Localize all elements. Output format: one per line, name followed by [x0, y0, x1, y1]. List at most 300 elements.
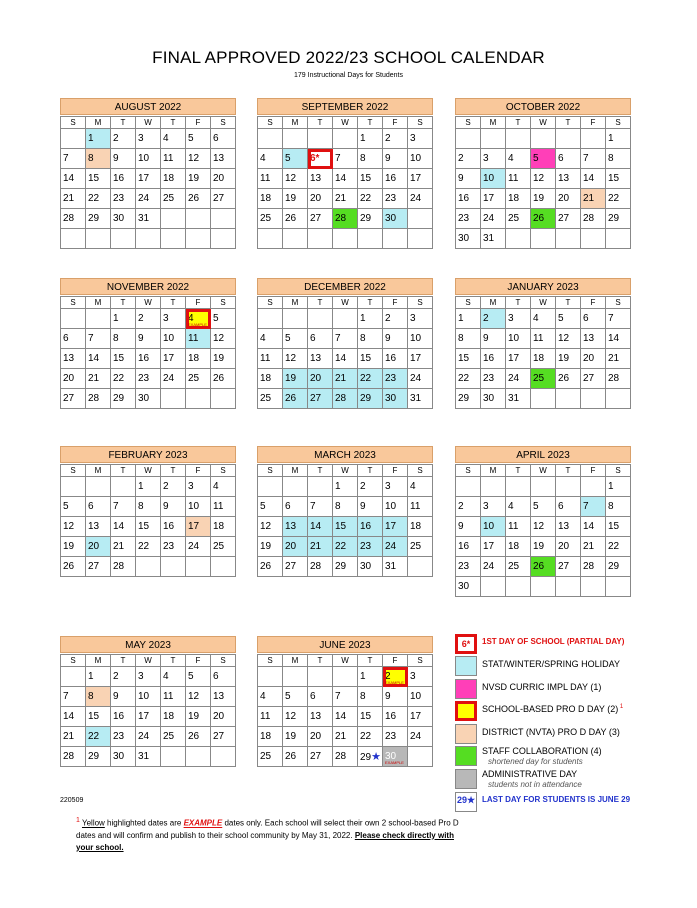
day-cell: 11 — [258, 169, 283, 189]
day-cell: 5 — [531, 149, 556, 169]
footnote-yellow: Yellow — [81, 818, 105, 828]
day-cell: 22 — [606, 189, 631, 209]
day-cell: 5 — [61, 497, 86, 517]
weekday-header: T — [358, 117, 383, 129]
day-cell: 2 — [383, 129, 408, 149]
weekday-header: S — [211, 465, 236, 477]
day-cell: 25 — [161, 189, 186, 209]
day-cell: 27 — [211, 727, 236, 747]
weekday-header: M — [86, 655, 111, 667]
day-cell: 3 — [136, 129, 161, 149]
day-cell: 27 — [283, 557, 308, 577]
weekday-header: F — [581, 117, 606, 129]
legend-item-district — [455, 724, 685, 744]
day-cell: 26 — [283, 209, 308, 229]
day-cell: 12 — [531, 517, 556, 537]
empty-cell — [531, 389, 556, 409]
day-cell: 13 — [86, 517, 111, 537]
day-cell: 15 — [86, 707, 111, 727]
legend-footnote-ref: 1 — [618, 704, 624, 710]
legend-swatch — [455, 769, 477, 789]
weekday-header: S — [408, 297, 433, 309]
month-table — [60, 116, 236, 249]
day-cell: 1 — [86, 667, 111, 687]
day-cell: 30 — [456, 577, 481, 597]
month-march-2023 — [257, 446, 433, 577]
month-august-2022 — [60, 98, 236, 249]
day-cell: 15 — [111, 349, 136, 369]
day-cell: 4 — [161, 667, 186, 687]
weekday-header: M — [481, 297, 506, 309]
weekday-header: T — [506, 117, 531, 129]
weekday-header: S — [456, 117, 481, 129]
month-table — [60, 464, 236, 577]
day-cell: 2 — [481, 309, 506, 329]
day-cell: 26 — [556, 369, 581, 389]
month-february-2023 — [60, 446, 236, 577]
day-cell: 25 — [506, 209, 531, 229]
day-cell: 31 — [408, 389, 433, 409]
day-cell: 4 — [258, 329, 283, 349]
weekday-header: F — [186, 655, 211, 667]
weekday-header: S — [456, 297, 481, 309]
empty-cell — [383, 229, 408, 249]
weekday-header: S — [61, 297, 86, 309]
day-cell: 7 — [333, 329, 358, 349]
day-cell: 15 — [606, 169, 631, 189]
day-cell: 6 — [308, 329, 333, 349]
day-cell: 16 — [111, 169, 136, 189]
day-cell: 7 — [333, 149, 358, 169]
empty-cell — [61, 667, 86, 687]
day-cell: 10 — [506, 329, 531, 349]
day-cell: 8 — [358, 149, 383, 169]
day-cell: 28 — [333, 389, 358, 409]
empty-cell — [61, 477, 86, 497]
day-cell: 29 — [333, 557, 358, 577]
day-cell: 23 — [456, 557, 481, 577]
day-cell: 21 — [111, 537, 136, 557]
day-cell: 19 — [186, 707, 211, 727]
month-table — [60, 654, 236, 767]
day-cell: 13 — [308, 169, 333, 189]
day-cell: 26 — [61, 557, 86, 577]
empty-cell — [531, 129, 556, 149]
day-cell: 29 — [358, 209, 383, 229]
empty-cell — [308, 477, 333, 497]
empty-cell — [506, 229, 531, 249]
day-cell: 18 — [506, 537, 531, 557]
day-cell: 8 — [358, 329, 383, 349]
empty-cell — [283, 667, 308, 687]
empty-cell — [408, 557, 433, 577]
day-cell: 22 — [358, 369, 383, 389]
day-cell: 14 — [333, 349, 358, 369]
weekday-header: W — [136, 465, 161, 477]
day-cell: 25 — [531, 369, 556, 389]
empty-cell — [211, 209, 236, 229]
month-table — [455, 296, 631, 409]
weekday-header: S — [606, 297, 631, 309]
day-cell: 24 — [383, 537, 408, 557]
weekday-header: M — [86, 297, 111, 309]
day-cell: 8 — [86, 149, 111, 169]
day-cell: 12 — [211, 329, 236, 349]
page-title: FINAL APPROVED 2022/23 SCHOOL CALENDAR — [152, 48, 545, 67]
empty-cell — [308, 667, 333, 687]
day-cell: 14 — [333, 169, 358, 189]
day-cell: 11 — [506, 517, 531, 537]
empty-cell — [283, 477, 308, 497]
day-cell: 3 — [186, 477, 211, 497]
weekday-header: S — [258, 297, 283, 309]
day-cell: 21 — [581, 537, 606, 557]
day-cell: 8 — [136, 497, 161, 517]
empty-cell — [161, 229, 186, 249]
legend-item-first — [455, 634, 685, 654]
empty-cell — [258, 229, 283, 249]
day-cell: 17 — [136, 707, 161, 727]
day-cell: 22 — [456, 369, 481, 389]
day-cell: 19 — [531, 189, 556, 209]
day-cell: 26 — [258, 557, 283, 577]
day-cell: 23 — [456, 209, 481, 229]
weekday-header: T — [506, 297, 531, 309]
day-cell: 4 — [258, 149, 283, 169]
legend-swatch — [455, 679, 477, 699]
day-cell: 11 — [506, 169, 531, 189]
day-cell: 2 — [161, 477, 186, 497]
weekday-header: S — [456, 465, 481, 477]
legend-label: NVSD CURRIC IMPL DAY (1) — [482, 682, 602, 692]
day-cell: 22 — [86, 727, 111, 747]
day-cell: 31 — [506, 389, 531, 409]
day-cell: 25 — [408, 537, 433, 557]
day-cell: 5 — [186, 129, 211, 149]
day-cell: 29 — [111, 389, 136, 409]
day-cell: 29 — [606, 209, 631, 229]
day-cell: 19 — [283, 189, 308, 209]
day-cell: 2 — [358, 477, 383, 497]
day-cell: 25 — [186, 369, 211, 389]
weekday-header: S — [211, 117, 236, 129]
day-cell: 9 — [456, 169, 481, 189]
day-cell: 11 — [258, 707, 283, 727]
day-cell: 7 — [333, 687, 358, 707]
weekday-header: S — [211, 655, 236, 667]
day-cell: 1 — [606, 129, 631, 149]
day-cell: 24 — [481, 557, 506, 577]
day-cell: 21 — [333, 189, 358, 209]
legend-label: LAST DAY FOR STUDENTS IS JUNE 29 — [482, 795, 631, 804]
month-table — [257, 464, 433, 577]
day-cell: 12 — [61, 517, 86, 537]
day-cell: 9 — [456, 517, 481, 537]
empty-cell — [86, 309, 111, 329]
day-cell: 12 — [283, 707, 308, 727]
day-cell: 22 — [136, 537, 161, 557]
empty-cell — [456, 129, 481, 149]
day-cell: 18 — [258, 189, 283, 209]
day-cell: 26 — [211, 369, 236, 389]
day-cell: 26 — [283, 747, 308, 767]
empty-cell — [308, 229, 333, 249]
empty-cell — [61, 309, 86, 329]
day-cell: 30 EXAMPLE — [383, 747, 408, 767]
day-cell: 16 — [136, 349, 161, 369]
legend-swatch — [455, 724, 477, 744]
weekday-header: T — [308, 465, 333, 477]
day-cell: 15 — [606, 517, 631, 537]
day-cell: 30 — [481, 389, 506, 409]
day-cell: 4 — [531, 309, 556, 329]
day-cell: 26 — [531, 209, 556, 229]
day-cell: 12 — [283, 349, 308, 369]
legend-item-admin — [455, 769, 685, 789]
page-subtitle: 179 Instructional Days for Students — [294, 72, 403, 79]
day-cell: 12 — [258, 517, 283, 537]
empty-cell — [531, 577, 556, 597]
weekday-header: T — [308, 297, 333, 309]
day-cell: 11 — [408, 497, 433, 517]
day-cell: 9 — [383, 149, 408, 169]
empty-cell — [308, 309, 333, 329]
weekday-header: W — [531, 117, 556, 129]
day-cell: 20 — [308, 369, 333, 389]
day-cell: 5 — [283, 149, 308, 169]
empty-cell — [161, 209, 186, 229]
day-cell: 13 — [211, 149, 236, 169]
empty-cell — [161, 557, 186, 577]
day-cell: 13 — [308, 707, 333, 727]
month-january-2023 — [455, 278, 631, 409]
day-cell: 8 — [86, 687, 111, 707]
empty-cell — [211, 389, 236, 409]
day-cell: 3 — [506, 309, 531, 329]
month-title: FEBRUARY 2023 — [60, 446, 236, 463]
day-cell: 24 — [136, 727, 161, 747]
weekday-header: T — [161, 297, 186, 309]
day-cell: 29★ — [358, 747, 383, 767]
day-cell: 26 — [186, 189, 211, 209]
day-cell: 22 — [358, 189, 383, 209]
day-cell: 4 — [211, 477, 236, 497]
legend-item-holiday — [455, 656, 685, 676]
day-cell: 17 — [186, 517, 211, 537]
weekday-header: T — [111, 117, 136, 129]
day-cell: 11 — [161, 687, 186, 707]
day-cell: 23 — [481, 369, 506, 389]
empty-cell — [186, 209, 211, 229]
day-cell: 22 — [86, 189, 111, 209]
day-cell: 13 — [581, 329, 606, 349]
empty-cell — [258, 129, 283, 149]
weekday-header: T — [506, 465, 531, 477]
empty-cell — [136, 557, 161, 577]
day-cell: 22 — [333, 537, 358, 557]
day-cell: 2 EXAMPLE — [383, 667, 408, 687]
day-cell: 16 — [456, 189, 481, 209]
day-cell: 10 — [136, 149, 161, 169]
day-cell: 13 — [556, 169, 581, 189]
day-cell: 2 — [456, 497, 481, 517]
day-cell: 7 — [111, 497, 136, 517]
day-cell: 5 — [258, 497, 283, 517]
day-cell: 2 — [383, 309, 408, 329]
empty-cell — [333, 667, 358, 687]
day-cell: 26 — [283, 389, 308, 409]
empty-cell — [283, 309, 308, 329]
footnote-example: EXAMPLE — [183, 818, 223, 828]
example-tag: EXAMPLE — [385, 680, 404, 685]
empty-cell — [408, 209, 433, 229]
day-cell: 17 — [408, 707, 433, 727]
month-december-2022 — [257, 278, 433, 409]
month-title: NOVEMBER 2022 — [60, 278, 236, 295]
day-cell: 13 — [556, 517, 581, 537]
day-cell: 6 — [283, 497, 308, 517]
example-tag: EXAMPLE — [188, 322, 207, 327]
day-cell: 10 — [481, 169, 506, 189]
day-cell: 29 — [86, 747, 111, 767]
month-table — [257, 296, 433, 409]
day-cell: 27 — [308, 209, 333, 229]
day-cell: 26 — [186, 727, 211, 747]
day-cell: 4 EXAMPLE — [186, 309, 211, 329]
day-cell: 28 — [606, 369, 631, 389]
day-cell: 14 — [61, 707, 86, 727]
empty-cell — [86, 229, 111, 249]
document-code: 220509 — [60, 797, 84, 804]
empty-cell — [211, 229, 236, 249]
day-cell: 1 — [111, 309, 136, 329]
day-cell: 10 — [481, 517, 506, 537]
day-cell: 24 — [506, 369, 531, 389]
day-cell: 30 — [111, 209, 136, 229]
weekday-header: T — [111, 297, 136, 309]
day-cell: 23 — [111, 727, 136, 747]
legend-label: 1ST DAY OF SCHOOL (PARTIAL DAY) — [482, 637, 625, 646]
empty-cell — [456, 477, 481, 497]
empty-cell — [506, 129, 531, 149]
empty-cell — [258, 667, 283, 687]
month-title: AUGUST 2022 — [60, 98, 236, 115]
day-cell: 10 — [186, 497, 211, 517]
month-title: MAY 2023 — [60, 636, 236, 653]
legend-sublabel: shortened day for students — [488, 757, 583, 766]
day-cell: 17 — [383, 517, 408, 537]
day-cell: 18 — [408, 517, 433, 537]
day-cell: 16 — [161, 517, 186, 537]
month-title: OCTOBER 2022 — [455, 98, 631, 115]
weekday-header: W — [136, 297, 161, 309]
weekday-header: T — [161, 465, 186, 477]
month-september-2022 — [257, 98, 433, 249]
day-cell: 9 — [383, 687, 408, 707]
star-icon: ★ — [371, 751, 381, 763]
weekday-header: F — [581, 297, 606, 309]
legend-item-prod — [455, 701, 685, 721]
empty-cell — [481, 477, 506, 497]
legend-label: SCHOOL-BASED PRO D DAY (2) $^1$ — [482, 704, 624, 714]
day-cell: 6 — [86, 497, 111, 517]
day-cell: 19 — [531, 537, 556, 557]
day-cell: 31 — [136, 747, 161, 767]
day-cell: 19 — [556, 349, 581, 369]
day-cell: 4 — [258, 687, 283, 707]
day-cell: 19 — [186, 169, 211, 189]
footnote-text-1: highlighted dates are — [104, 818, 184, 828]
day-cell: 14 — [111, 517, 136, 537]
day-cell: 9 — [161, 497, 186, 517]
weekday-header: M — [86, 117, 111, 129]
weekday-header: S — [606, 465, 631, 477]
day-cell: 5 — [211, 309, 236, 329]
day-cell: 13 — [283, 517, 308, 537]
day-cell: 15 — [358, 707, 383, 727]
day-cell: 21 — [333, 727, 358, 747]
day-cell: 6 — [581, 309, 606, 329]
empty-cell — [258, 477, 283, 497]
legend-label: STAT/WINTER/SPRING HOLIDAY — [482, 659, 621, 669]
day-cell: 5 — [556, 309, 581, 329]
weekday-header: S — [408, 117, 433, 129]
day-cell: 19 — [283, 369, 308, 389]
day-cell: 8 — [606, 149, 631, 169]
day-cell: 19 — [211, 349, 236, 369]
day-cell: 15 — [136, 517, 161, 537]
day-cell: 13 — [61, 349, 86, 369]
empty-cell — [86, 477, 111, 497]
day-cell: 1 — [333, 477, 358, 497]
weekday-header: T — [358, 655, 383, 667]
day-cell: 8 — [456, 329, 481, 349]
empty-cell — [531, 229, 556, 249]
day-cell: 21 — [61, 189, 86, 209]
empty-cell — [556, 229, 581, 249]
day-cell: 3 — [136, 667, 161, 687]
day-cell: 30 — [383, 209, 408, 229]
day-cell: 17 — [481, 537, 506, 557]
day-cell: 14 — [606, 329, 631, 349]
day-cell: 20 — [308, 189, 333, 209]
day-cell: 6 — [211, 667, 236, 687]
weekday-header: M — [481, 117, 506, 129]
day-cell: 20 — [211, 169, 236, 189]
day-cell: 16 — [111, 707, 136, 727]
day-cell: 1 — [86, 129, 111, 149]
weekday-header: T — [308, 117, 333, 129]
weekday-header: M — [481, 465, 506, 477]
weekday-header: S — [408, 655, 433, 667]
day-cell: 9 — [481, 329, 506, 349]
empty-cell — [481, 129, 506, 149]
empty-cell — [283, 229, 308, 249]
day-cell: 16 — [358, 517, 383, 537]
empty-cell — [556, 389, 581, 409]
day-cell: 2 — [111, 667, 136, 687]
day-cell: 29 — [86, 209, 111, 229]
month-table — [455, 464, 631, 597]
day-cell: 10 — [383, 497, 408, 517]
weekday-header: M — [283, 655, 308, 667]
day-cell: 3 — [408, 129, 433, 149]
empty-cell — [606, 389, 631, 409]
empty-cell — [61, 229, 86, 249]
day-cell: 20 — [283, 537, 308, 557]
day-cell: 6 — [556, 497, 581, 517]
day-cell: 16 — [383, 169, 408, 189]
